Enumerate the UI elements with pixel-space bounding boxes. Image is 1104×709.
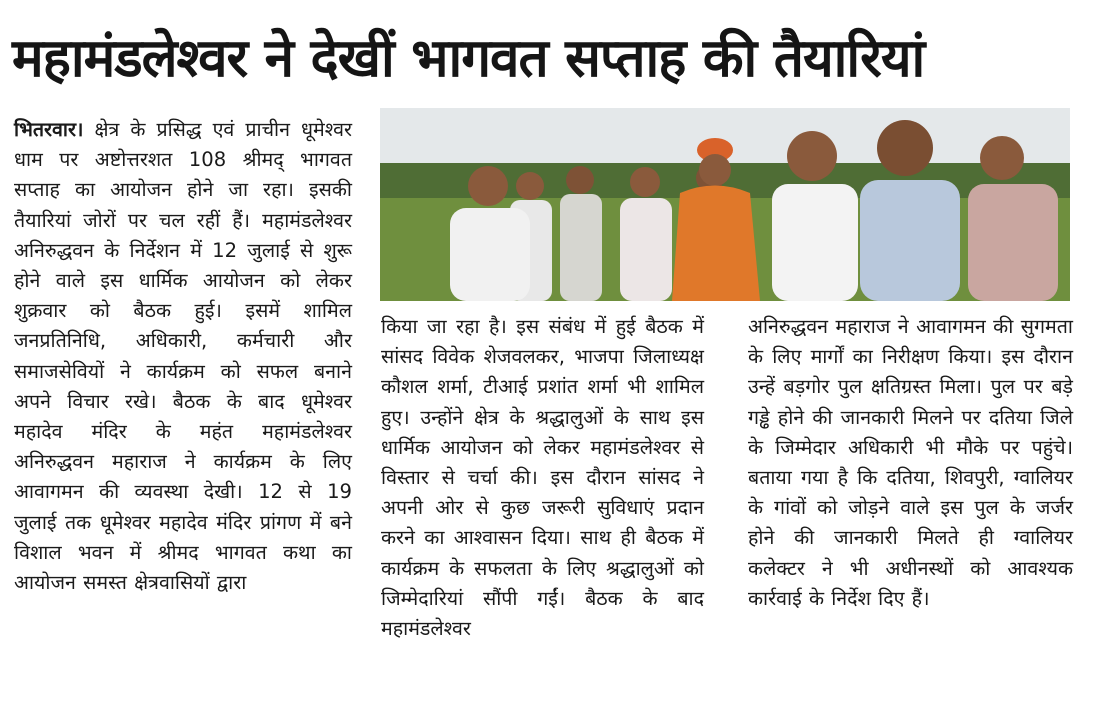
article-column-1: [14, 115, 352, 705]
headline: महामंडलेश्वर ने देखीं भागवत सप्ताह की तैयारियां: [12, 28, 925, 89]
news-photo-illustration: [380, 108, 1070, 301]
article-column-3: अनिरुद्धवन महाराज ने आवागमन की सुगमता के लिए मार्गों का निरीक्षण किया। इस दौरान उन्हें बड़गोर पुल क्षतिग्रस्त मिला। पुल पर बड़े गड्ढे होने की जानकारी मिलने पर दतिया जिले के जिम्मेदार अधिकारी भी मौके पर पहुंचे। बताया गया है कि दतिया, शिवपुरी, ग्वालियर के गांवों को जोड़ने वाले इस पुल के जर्जर होने की जानकारी मिलते ही ग्वालियर कलेक्टर ने भी अधीनस्थों को आवश्यक कार्रवाई के निर्देश दिए हैं।: [748, 315, 1073, 610]
article-column-1-text: क्षेत्र के प्रसिद्ध एवं प्राचीन धूमेश्वर धाम पर अष्टोत्तरशत 108 श्रीमद् भागवत सप्ताह का आयोजन होने जा रहा। इसकी तैयारियां जोरों पर चल रहीं हैं। महामंडलेश्वर अनिरुद्धवन के निर्देशन में 12 जुलाई से शुरू होने वाले इस धार्मिक आयोजन को लेकर शुक्रवार को बैठक हुई। इसमें शामिल जनप्रतिनिधि, अधिकारी, कर्मचारी और समाजसेवियों ने कार्यक्रम को सफल बनाने अपने विचार रखे। बैठक के बाद धूमेश्वर महादेव मंदिर के महंत महामंडलेश्वर अनिरुद्धवन महाराज ने कार्यक्रम के लिए आवागमन की व्यवस्था देखी। 12 से 19 जुलाई तक धूमेश्वर महादेव मंदिर प्रांगण में बने विशाल भवन में श्रीमद भागवत कथा का आयोजन समस्त क्षेत्रवासियों द्वारा: [14, 118, 352, 595]
news-photo: [380, 108, 1070, 301]
article-column-2: किया जा रहा है। इस संबंध में हुई बैठक में सांसद विवेक शेजवलकर, भाजपा जिलाध्यक्ष कौशल शर्मा, टीआई प्रशांत शर्मा भी शामिल हुए। उन्होंने क्षेत्र के श्रद्धालुओं के साथ इस धार्मिक आयोजन को लेकर महामंडलेश्वर से विस्तार से चर्चा की। इस दौरान सांसद ने अपनी ओर से कुछ जरूरी सुविधाएं प्रदान करने का आश्वासन दिया। साथ ही बैठक में कार्यक्रम के सफलता के लिए श्रद्धालुओं को जिम्मेदारियां सौंपी गईं। बैठक के बाद महामंडलेश्वर: [381, 315, 704, 641]
dateline: भितरवार।: [14, 118, 84, 141]
